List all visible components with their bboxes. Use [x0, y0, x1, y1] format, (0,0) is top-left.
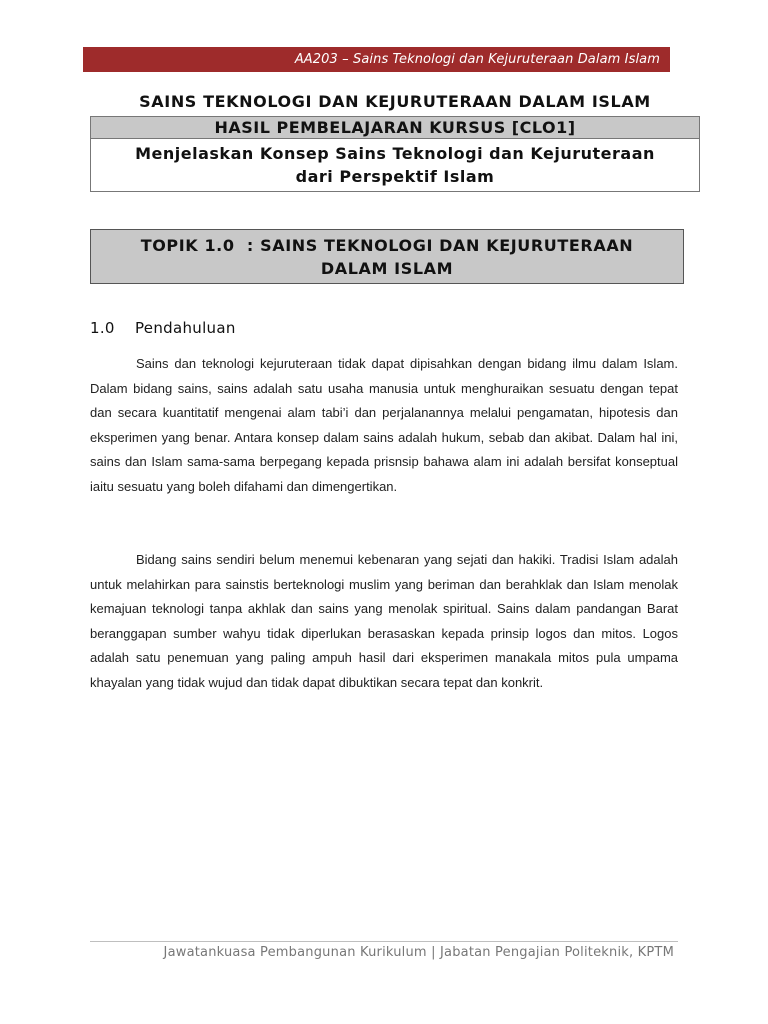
- page-header-bar: [83, 47, 670, 72]
- paragraph-2: Bidang sains sendiri belum menemui kebenaran yang sejati dan hakiki. Tradisi Islam adalah untuk melahirkan para sainstis berteknologi muslim yang beriman dan berahklak dan Islam menolak kemajuan teknologi tanpa akhlak dan sains yang menolak spiritual. Sains dalam pandangan Barat beranggapan sumber wahyu tidak diperlukan berasaskan kepada prinsip logos dan mitos. Logos adalah satu penemuan yang paling ampuh hasil dari eksperimen manakala mitos pula umpama khayalan yang tidak wujud dan tidak dapat dibuktikan secara tepat dan konkrit.: [90, 552, 678, 690]
- document-title: SAINS TEKNOLOGI DAN KEJURUTERAAN DALAM ISLAM: [139, 92, 651, 111]
- clo-table: [90, 116, 700, 192]
- section-title: Pendahuluan: [135, 319, 236, 337]
- clo-heading: HASIL PEMBELAJARAN KURSUS [CLO1]: [91, 117, 700, 139]
- topic-title-line2: DALAM ISLAM: [320, 258, 454, 278]
- paragraph-1: Sains dan teknologi kejuruteraan tidak dapat dipisahkan dengan bidang ilmu dalam Islam. Dalam bidang sains, sains adalah satu usaha manusia untuk menghuraikan sesuatu dengan tepat dan secara kuantitatif mengenai alam tabi’i dan perjalanannya melalui pengamatan, hipotesis dan eksperimen yang benar. Antara konsep dalam sains adalah hukum, sebab dan akibat. Dalam hal ini, sains dan Islam sama-sama berpegang kepada prisnsip bahawa alam ini adalah bersifat konseptual iaitu sesuatu yang boleh difahami dan dimengertikan.: [90, 356, 678, 494]
- footer-text: Jawatankuasa Pembangunan Kurikulum | Jabatan Pengajian Politeknik, KPTM: [163, 945, 674, 960]
- topic-title-line1: TOPIK 1.0 : SAINS TEKNOLOGI DAN KEJURUTERAAN: [140, 235, 634, 255]
- clo-description: [91, 139, 700, 192]
- course-title-header: AA203 – Sains Teknologi dan Kejuruteraan Dalam Islam: [294, 52, 660, 67]
- clo-description-line1: Menjelaskan Konsep Sains Teknologi dan Kejuruteraan: [135, 144, 655, 163]
- clo-description-line2: dari Perspektif Islam: [295, 167, 495, 186]
- section-number: 1.0: [90, 319, 115, 337]
- footer-divider: [90, 941, 678, 942]
- section-heading: [90, 319, 236, 337]
- topic-title-box: [90, 229, 684, 284]
